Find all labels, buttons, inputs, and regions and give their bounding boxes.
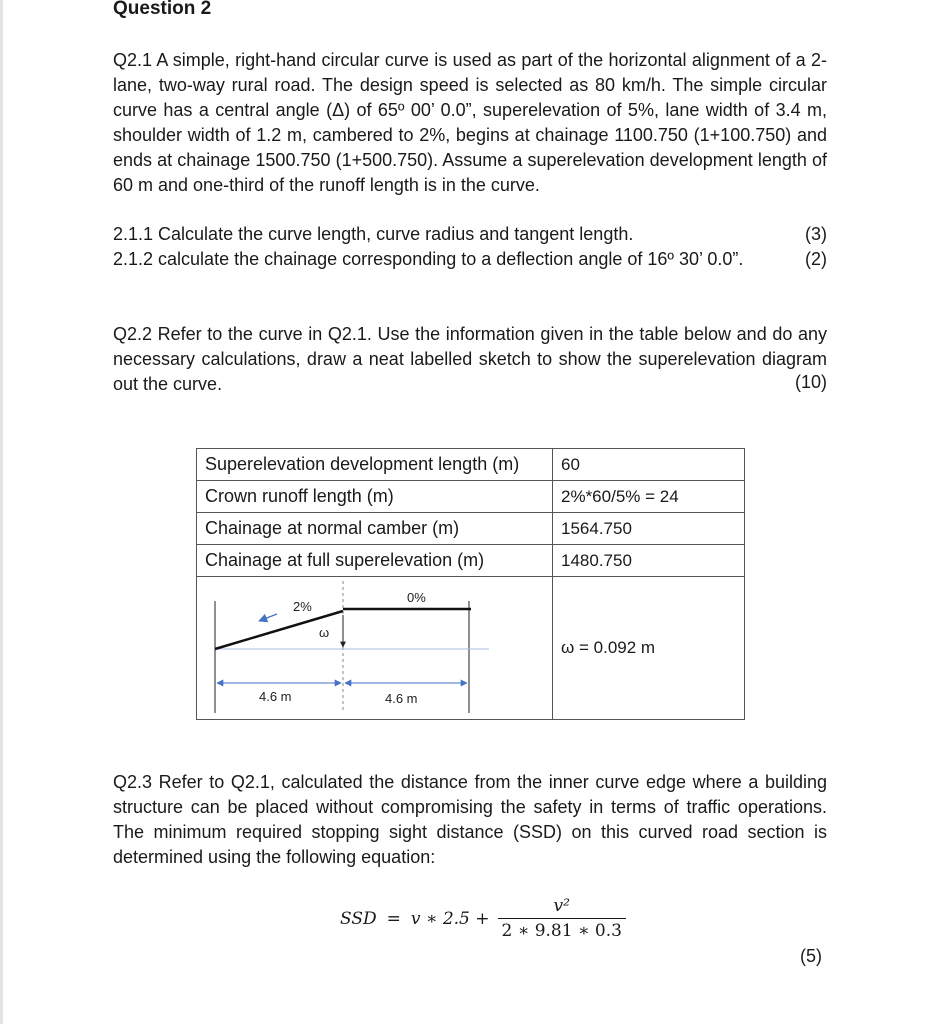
- table-cell-value: 1564.750: [553, 513, 745, 545]
- formula-fraction: [498, 896, 626, 941]
- formula-denominator: 2 ∗ 9.81 ∗ 0.3: [498, 918, 626, 941]
- table-row: [197, 481, 745, 513]
- ssd-formula: [340, 896, 626, 941]
- q212-marks: (2): [805, 249, 827, 269]
- q22-paragraph: Q2.2 Refer to the curve in Q2.1. Use the information given in the table below and do any necessary calculations, draw a neat labelled sketch to show the superelevation diagram out the curve.: [113, 324, 827, 394]
- page-edge: [0, 0, 3, 1024]
- q212-text: 2.1.2 calculate the chainage corresponding to a deflection angle of 16º 30’ 0.0”.: [113, 249, 744, 269]
- q23-marks: (5): [800, 946, 822, 966]
- formula-lhs: SSD: [340, 908, 377, 929]
- table-row: [197, 545, 745, 577]
- table-row: [197, 577, 745, 720]
- table-cell-value: 2%*60/5% = 24: [553, 481, 745, 513]
- table-row: [197, 513, 745, 545]
- omega-value-cell: ω = 0.092 m: [553, 577, 745, 720]
- cross-section-sketch-cell: [197, 577, 553, 720]
- q212-row: [113, 247, 827, 272]
- table-row: [197, 449, 745, 481]
- slope-right-label: 0%: [407, 590, 426, 605]
- q211-text: 2.1.1 Calculate the curve length, curve radius and tangent length.: [113, 224, 634, 244]
- q22-marks: (10): [794, 372, 827, 392]
- superelevation-table: [196, 448, 745, 720]
- table-cell-label: Chainage at full superelevation (m): [197, 545, 553, 577]
- table-cell-value: 1480.750: [553, 545, 745, 577]
- formula-equals: =: [386, 908, 401, 929]
- q211-marks: (3): [805, 224, 827, 244]
- table-cell-label: Crown runoff length (m): [197, 481, 553, 513]
- formula-term1: v ∗ 2.5 +: [410, 908, 490, 929]
- cross-section-sketch: [197, 577, 552, 719]
- table-cell-label: Superelevation development length (m): [197, 449, 553, 481]
- slope-direction-arrow: [259, 614, 277, 621]
- formula-numerator: v²: [553, 896, 570, 916]
- q21-paragraph: Q2.1 A simple, right-hand circular curve is used as part of the horizontal alignment of a 2-lane, two-way rural road. The design speed is selected as 80 km/h. The simple circular curve has a central angle (Δ) of 65º 00’ 0.0”, superelevation of 5%, lane width of 3.4 m, shoulder width of 1.2 m, cambered to 2%, begins at chainage 1100.750 (1+100.750) and ends at chainage 1500.750 (1+500.750). Assume a superelevation development length of 60 m and one-third of the runoff length is in the curve.: [113, 50, 827, 195]
- omega-symbol: ω: [319, 625, 330, 640]
- table-cell-label: Chainage at normal camber (m): [197, 513, 553, 545]
- q211-row: [113, 222, 827, 247]
- slope-left-label: 2%: [293, 599, 312, 614]
- table-cell-value: 60: [553, 449, 745, 481]
- question-heading: Question 2: [113, 0, 212, 19]
- width-left-label: 4.6 m: [259, 689, 292, 704]
- width-right-label: 4.6 m: [385, 691, 418, 706]
- q23-paragraph: Q2.3 Refer to Q2.1, calculated the distance from the inner curve edge where a building structure can be placed without compromising the safety in terms of traffic operations. The minimum required stopping sight distance (SSD) on this curved road section is determined using the following equation:: [113, 772, 827, 867]
